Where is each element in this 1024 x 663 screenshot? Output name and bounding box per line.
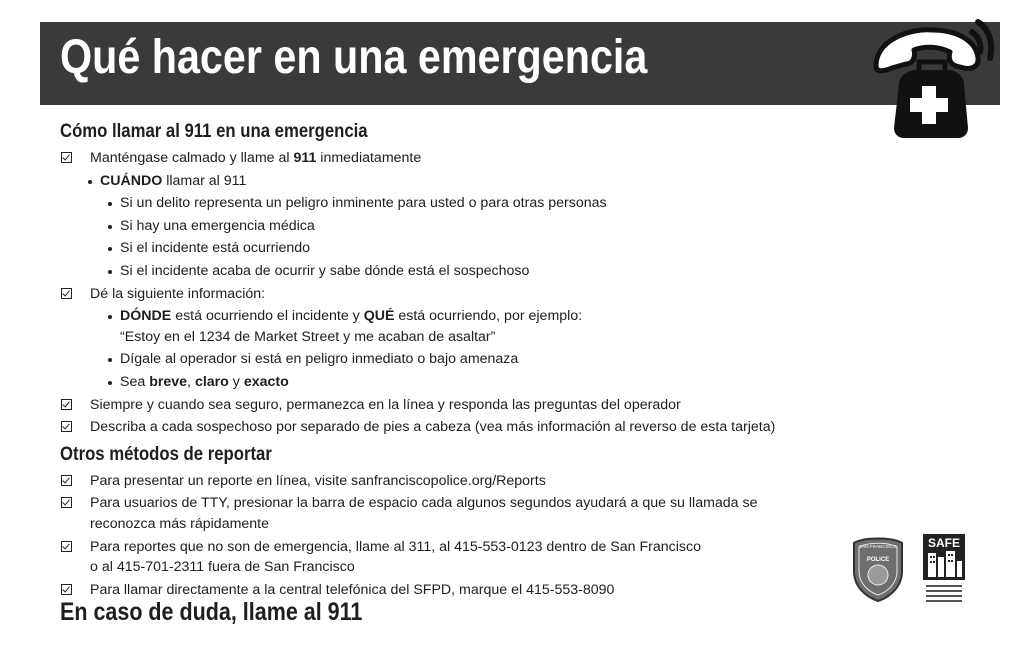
checklist-item	[60, 416, 940, 439]
page-title: Qué hacer en una emergencia	[60, 31, 648, 84]
item-text: Si hay una emergencia médica	[120, 217, 315, 234]
bullet-icon	[108, 315, 112, 319]
item-strong: exacto	[243, 373, 289, 390]
checkbox-icon	[61, 475, 72, 486]
sub-bullet-item	[60, 192, 940, 215]
item-text: Siempre y cuando sea seguro, permanezca en la línea y responda las preguntas del operador	[90, 396, 681, 413]
badge-mid-text: POLICE	[866, 557, 890, 563]
item-text: Para reportes que no son de emergencia, llame al 311, al 415-553-0123 dentro de San Francisco	[90, 538, 701, 555]
badge-top-text: SAN FRANCISCO	[859, 544, 897, 549]
item-text: Sea	[120, 373, 150, 390]
bullet-icon	[88, 180, 92, 184]
item-text: Si un delito representa un peligro inminente para usted o para otras personas	[120, 195, 607, 212]
safe-logo-text: SAFE	[927, 536, 961, 550]
item-text: está ocurriendo, por ejemplo:	[394, 308, 583, 325]
footer-title: En caso de duda, llame al 911	[60, 598, 363, 626]
item-text: Manténgase calmado y llame al	[90, 150, 294, 166]
header-bar	[40, 22, 1000, 105]
checkbox-icon	[61, 152, 72, 163]
item-text: está ocurriendo el incidente y	[171, 308, 364, 325]
item-text: Si el incidente está ocurriendo	[120, 240, 311, 257]
section-title-how-to-call: Cómo llamar al 911 en una emergencia	[60, 121, 368, 142]
item-text: Para presentar un reporte en línea, visite sanfranciscopolice.org/Reports	[90, 472, 546, 489]
section-title-other-methods: Otros métodos de reportar	[60, 443, 272, 465]
checklist-item	[60, 394, 940, 417]
checkbox-icon	[61, 584, 72, 595]
item-text: Dé la siguiente información:	[90, 285, 266, 302]
sfpd-badge-logo	[850, 533, 906, 603]
item-text: y	[228, 373, 244, 390]
bullet-icon	[108, 247, 112, 251]
item-text: inmediatamente	[316, 150, 422, 166]
checklist-item	[60, 147, 940, 170]
item-text: ,	[187, 373, 195, 390]
checkbox-icon	[61, 497, 72, 508]
sub-bullet-item	[60, 305, 940, 328]
bullet-icon	[108, 381, 112, 385]
item-text: Para llamar directamente a la central telefónica del SFPD, marque el 415-553-8090	[90, 581, 615, 598]
checklist-item	[60, 536, 940, 559]
item-text: Si el incidente acaba de ocurrir y sabe dónde está el sospechoso	[120, 262, 530, 279]
checkbox-icon	[61, 421, 72, 432]
bullet-icon	[108, 202, 112, 206]
checklist-item	[60, 470, 940, 493]
sub-bullet-item	[60, 348, 940, 371]
bullet-icon	[108, 225, 112, 229]
item-strong: CUÁNDO	[100, 172, 163, 189]
checklist-item	[60, 283, 940, 306]
checkbox-icon	[61, 541, 72, 552]
bullet-icon	[108, 270, 112, 274]
item-strong: QUÉ	[363, 308, 395, 325]
sub-bullet-item	[60, 215, 940, 238]
bullet-item	[60, 170, 940, 193]
item-text: llamar al 911	[162, 172, 247, 189]
item-strong: claro	[194, 373, 229, 390]
checklist-item	[60, 492, 940, 515]
safe-logo	[922, 533, 966, 605]
sub-bullet-item	[60, 371, 940, 394]
sub-bullet-item	[60, 237, 940, 260]
checkbox-icon	[61, 399, 72, 410]
item-strong: DÓNDE	[120, 308, 172, 325]
item-continuation: reconozca más rápidamente	[90, 515, 270, 532]
sub-bullet-item	[60, 260, 940, 283]
item-text: Para usuarios de TTY, presionar la barra de espacio cada algunos segundos ayudará a que su llamada se	[90, 495, 758, 512]
checkbox-icon	[61, 288, 72, 299]
item-strong: breve	[149, 373, 188, 390]
item-strong: 911	[293, 150, 317, 166]
item-text: Describa a cada sospechoso por separado de pies a cabeza (vea más información al reverso de esta tarjeta)	[90, 419, 776, 436]
item-text: Dígale al operador si está en peligro inmediato o bajo amenaza	[120, 351, 519, 368]
item-continuation: o al 415-701-2311 fuera de San Francisco	[90, 559, 355, 576]
example-quote: “Estoy en el 1234 de Market Street y me acaban de asaltar”	[120, 328, 496, 345]
main-content	[60, 116, 940, 601]
bullet-icon	[108, 358, 112, 362]
